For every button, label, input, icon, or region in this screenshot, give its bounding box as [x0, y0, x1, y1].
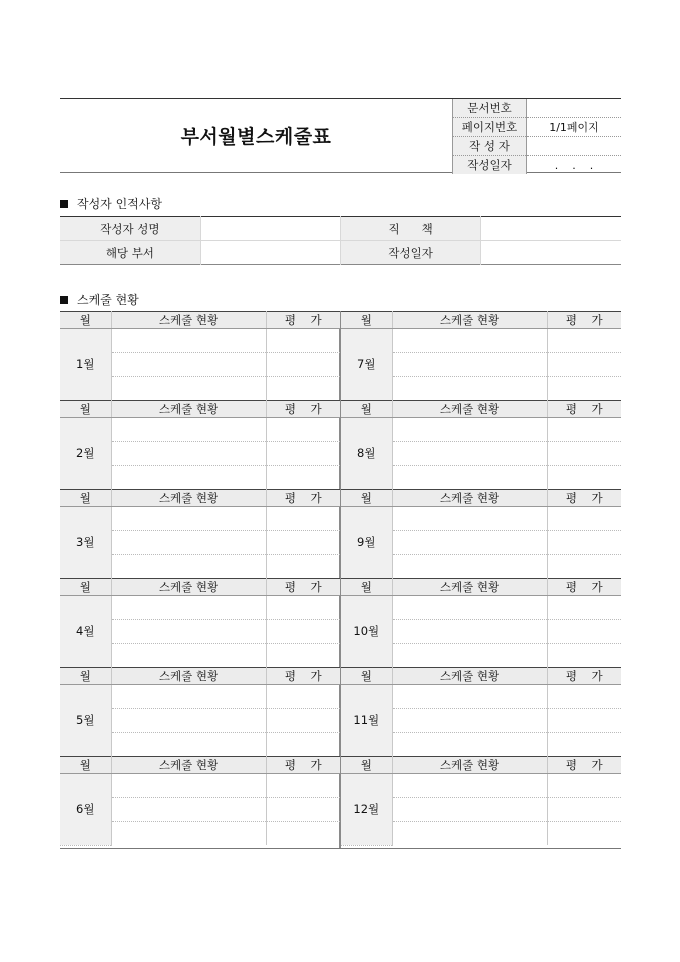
- rating-cell[interactable]: [547, 353, 621, 377]
- schedule-row: [60, 329, 340, 353]
- schedule-cell[interactable]: [392, 822, 547, 846]
- month-block: [60, 756, 340, 845]
- schedule-cell[interactable]: [111, 377, 266, 401]
- month-block: [60, 578, 340, 667]
- col-header-month: 월: [341, 401, 392, 418]
- rating-cell[interactable]: [547, 466, 621, 490]
- schedule-cell[interactable]: [111, 531, 266, 555]
- name-field[interactable]: [200, 217, 340, 241]
- schedule-row: [60, 418, 340, 442]
- month-block: [341, 578, 621, 667]
- month-label: 2월: [60, 418, 111, 490]
- schedule-cell[interactable]: [392, 377, 547, 401]
- date-label: 작성일자: [341, 241, 481, 265]
- rating-cell[interactable]: [266, 798, 340, 822]
- month-table: [60, 489, 340, 579]
- col-header-month: 월: [341, 312, 392, 329]
- schedule-cell[interactable]: [111, 442, 266, 466]
- position-label: 직 책: [341, 217, 481, 241]
- rating-cell[interactable]: [547, 798, 621, 822]
- schedule-row: [341, 596, 621, 620]
- schedule-section-heading: [60, 291, 139, 308]
- schedule-row: [60, 596, 340, 620]
- col-header-month: 월: [60, 579, 111, 596]
- meta-value[interactable]: [527, 99, 622, 118]
- schedule-cell[interactable]: [392, 418, 547, 442]
- col-header-month: 월: [341, 757, 392, 774]
- rating-cell[interactable]: [547, 418, 621, 442]
- schedule-cell[interactable]: [111, 798, 266, 822]
- schedule-cell[interactable]: [392, 329, 547, 353]
- month-label: 1월: [60, 329, 111, 401]
- col-header-rating: 평 가: [547, 490, 621, 507]
- month-block: [60, 667, 340, 756]
- square-bullet-icon: [60, 296, 68, 304]
- meta-label: 작 성 자: [453, 137, 527, 156]
- schedule-cell[interactable]: [392, 555, 547, 579]
- rating-cell[interactable]: [266, 507, 340, 531]
- month-label: 12월: [341, 774, 392, 846]
- name-label: 작성자 성명: [60, 217, 200, 241]
- col-header-schedule: 스케줄 현황: [111, 490, 266, 507]
- month-block: [341, 311, 621, 400]
- col-header-rating: 평 가: [266, 490, 340, 507]
- schedule-row: [341, 418, 621, 442]
- rating-cell[interactable]: [547, 377, 621, 401]
- schedule-cell[interactable]: [111, 555, 266, 579]
- schedule-grid: [60, 311, 621, 849]
- col-header-schedule: 스케줄 현황: [392, 312, 547, 329]
- rating-cell[interactable]: [266, 644, 340, 668]
- month-block: [341, 667, 621, 756]
- schedule-cell[interactable]: [392, 596, 547, 620]
- meta-value[interactable]: [527, 137, 622, 156]
- meta-value[interactable]: . . .: [554, 158, 594, 172]
- meta-label: 작성일자: [453, 156, 527, 175]
- schedule-cell[interactable]: [111, 774, 266, 798]
- meta-label: 페이지번호: [453, 118, 527, 137]
- month-table-header: [60, 668, 340, 685]
- rating-cell[interactable]: [547, 644, 621, 668]
- rating-cell[interactable]: [266, 733, 340, 757]
- meta-row-page-number: [453, 118, 622, 137]
- rating-cell[interactable]: [547, 709, 621, 733]
- meta-value: 1/1페이지: [527, 118, 622, 137]
- col-header-rating: 평 가: [266, 312, 340, 329]
- rating-cell[interactable]: [266, 418, 340, 442]
- schedule-cell[interactable]: [111, 733, 266, 757]
- schedule-cell[interactable]: [111, 709, 266, 733]
- rating-cell[interactable]: [266, 442, 340, 466]
- schedule-cell[interactable]: [392, 353, 547, 377]
- month-table: [341, 756, 621, 846]
- schedule-cell[interactable]: [392, 685, 547, 709]
- month-table: [60, 400, 340, 490]
- meta-row-author: [453, 137, 622, 156]
- month-table-header: [341, 490, 621, 507]
- month-block: [341, 400, 621, 489]
- schedule-cell[interactable]: [392, 442, 547, 466]
- col-header-rating: 평 가: [547, 312, 621, 329]
- schedule-cell[interactable]: [392, 709, 547, 733]
- rating-cell[interactable]: [547, 620, 621, 644]
- rating-cell[interactable]: [266, 685, 340, 709]
- schedule-cell[interactable]: [392, 774, 547, 798]
- month-label: 4월: [60, 596, 111, 668]
- schedule-cell[interactable]: [111, 644, 266, 668]
- section-title: 스케줄 현황: [77, 293, 139, 307]
- col-header-month: 월: [341, 579, 392, 596]
- rating-cell[interactable]: [266, 822, 340, 846]
- month-table-header: [341, 757, 621, 774]
- dept-field[interactable]: [200, 241, 340, 265]
- col-header-schedule: 스케줄 현황: [111, 579, 266, 596]
- month-label: 3월: [60, 507, 111, 579]
- rating-cell[interactable]: [266, 531, 340, 555]
- schedule-cell[interactable]: [392, 733, 547, 757]
- schedule-cell[interactable]: [111, 620, 266, 644]
- col-header-rating: 평 가: [547, 668, 621, 685]
- month-table-header: [60, 579, 340, 596]
- month-block: [60, 400, 340, 489]
- month-label: 6월: [60, 774, 111, 846]
- schedule-cell[interactable]: [392, 620, 547, 644]
- month-table-header: [341, 401, 621, 418]
- writer-info-table: [60, 216, 621, 265]
- document-meta-table: [452, 99, 621, 174]
- rating-cell[interactable]: [266, 377, 340, 401]
- schedule-cell[interactable]: [111, 507, 266, 531]
- col-header-schedule: 스케줄 현황: [111, 668, 266, 685]
- schedule-row: [341, 685, 621, 709]
- schedule-row: [60, 685, 340, 709]
- rating-cell[interactable]: [547, 555, 621, 579]
- month-table: [341, 578, 621, 668]
- col-header-rating: 평 가: [547, 401, 621, 418]
- col-header-month: 월: [60, 490, 111, 507]
- schedule-cell[interactable]: [392, 644, 547, 668]
- col-header-schedule: 스케줄 현황: [111, 401, 266, 418]
- document-header: [60, 98, 621, 173]
- month-block: [60, 311, 340, 400]
- month-label: 9월: [341, 507, 392, 579]
- rating-cell[interactable]: [266, 709, 340, 733]
- month-table-header: [60, 757, 340, 774]
- month-table: [60, 756, 340, 846]
- month-block: [60, 489, 340, 578]
- meta-row-doc-number: [453, 99, 622, 118]
- schedule-cell[interactable]: [392, 507, 547, 531]
- month-label: 10월: [341, 596, 392, 668]
- col-header-month: 월: [60, 757, 111, 774]
- rating-cell[interactable]: [266, 466, 340, 490]
- dept-label: 해당 부서: [60, 241, 200, 265]
- rating-cell[interactable]: [266, 774, 340, 798]
- schedule-cell[interactable]: [392, 798, 547, 822]
- square-bullet-icon: [60, 200, 68, 208]
- col-header-rating: 평 가: [266, 579, 340, 596]
- schedule-row: [60, 507, 340, 531]
- col-header-schedule: 스케줄 현황: [392, 668, 547, 685]
- month-table: [341, 667, 621, 757]
- col-header-schedule: 스케줄 현황: [392, 401, 547, 418]
- month-label: 8월: [341, 418, 392, 490]
- section-title: 작성자 인적사항: [77, 197, 162, 211]
- schedule-cell[interactable]: [111, 822, 266, 846]
- month-table: [341, 400, 621, 490]
- rating-cell[interactable]: [547, 442, 621, 466]
- col-header-month: 월: [60, 668, 111, 685]
- month-table: [60, 311, 340, 401]
- col-header-rating: 평 가: [266, 401, 340, 418]
- page-title: 부서월별스케줄표: [180, 126, 332, 148]
- col-header-rating: 평 가: [266, 668, 340, 685]
- month-table: [60, 667, 340, 757]
- month-table-header: [341, 668, 621, 685]
- schedule-cell[interactable]: [392, 531, 547, 555]
- month-table-header: [60, 401, 340, 418]
- col-header-rating: 평 가: [547, 579, 621, 596]
- writer-info-row: [60, 241, 621, 265]
- rating-cell[interactable]: [547, 685, 621, 709]
- schedule-cell[interactable]: [111, 685, 266, 709]
- rating-cell[interactable]: [547, 507, 621, 531]
- schedule-row: [341, 329, 621, 353]
- rating-cell[interactable]: [266, 620, 340, 644]
- month-block: [341, 489, 621, 578]
- month-label: 5월: [60, 685, 111, 757]
- month-table-header: [60, 312, 340, 329]
- month-table-header: [341, 579, 621, 596]
- col-header-month: 월: [60, 401, 111, 418]
- rating-cell[interactable]: [547, 596, 621, 620]
- month-table: [60, 578, 340, 668]
- schedule-row: [341, 507, 621, 531]
- rating-cell[interactable]: [547, 329, 621, 353]
- date-field[interactable]: [481, 241, 621, 265]
- rating-cell[interactable]: [547, 531, 621, 555]
- col-header-schedule: 스케줄 현황: [111, 312, 266, 329]
- schedule-row: [341, 774, 621, 798]
- month-label: 7월: [341, 329, 392, 401]
- meta-row-date: [453, 156, 622, 175]
- col-header-schedule: 스케줄 현황: [392, 490, 547, 507]
- col-header-month: 월: [60, 312, 111, 329]
- position-field[interactable]: [481, 217, 621, 241]
- rating-cell[interactable]: [266, 353, 340, 377]
- rating-cell[interactable]: [547, 822, 621, 846]
- col-header-schedule: 스케줄 현황: [111, 757, 266, 774]
- meta-label: 문서번호: [453, 99, 527, 118]
- rating-cell[interactable]: [266, 329, 340, 353]
- schedule-cell[interactable]: [111, 418, 266, 442]
- col-header-rating: 평 가: [266, 757, 340, 774]
- month-label: 11월: [341, 685, 392, 757]
- rating-cell[interactable]: [266, 596, 340, 620]
- rating-cell[interactable]: [547, 774, 621, 798]
- writer-info-row: [60, 217, 621, 241]
- month-table: [341, 489, 621, 579]
- rating-cell[interactable]: [547, 733, 621, 757]
- col-header-month: 월: [341, 490, 392, 507]
- schedule-row: [60, 774, 340, 798]
- writer-section-heading: [60, 195, 162, 212]
- month-table-header: [60, 490, 340, 507]
- col-header-schedule: 스케줄 현황: [392, 579, 547, 596]
- month-table: [341, 311, 621, 401]
- col-header-rating: 평 가: [547, 757, 621, 774]
- schedule-cell[interactable]: [392, 466, 547, 490]
- schedule-cell[interactable]: [111, 353, 266, 377]
- schedule-cell[interactable]: [111, 466, 266, 490]
- schedule-cell[interactable]: [111, 596, 266, 620]
- month-block: [341, 756, 621, 845]
- month-table-header: [341, 312, 621, 329]
- rating-cell[interactable]: [266, 555, 340, 579]
- col-header-month: 월: [341, 668, 392, 685]
- schedule-cell[interactable]: [111, 329, 266, 353]
- col-header-schedule: 스케줄 현황: [392, 757, 547, 774]
